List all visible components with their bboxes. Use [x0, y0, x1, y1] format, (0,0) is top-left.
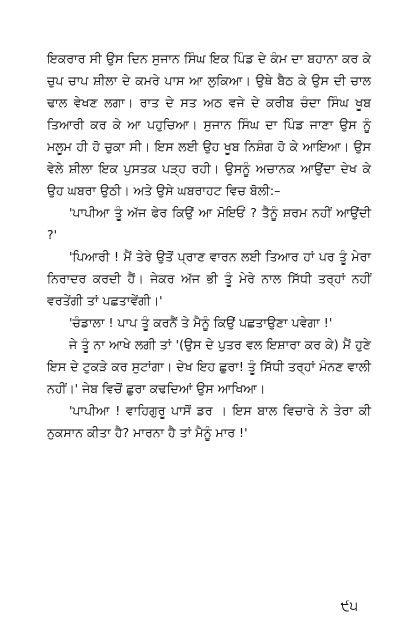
page-number: ੯੫ — [340, 599, 358, 615]
paragraph: ਇਕਰਾਰ ਸੀ ਉਸ ਦਿਨ ਸੁਜਾਨ ਸਿੰਘ ਇਕ ਪਿੰਡ ਦੇ ਕੰਮ ਦਾ ਬਹਾਨਾ ਕਰ ਕੇ ਚੁਪ ਚਾਪ ਸ਼ੀਲਾ ਦੇ ਕਮਰੇ ਪਾਸ ਆ ਲੁਕਿਆ। ਉਥੇ ਬੈਠ ਕੇ ਉਸ ਦੀ ਚਾਲ ਢਾਲ ਵੇਖਣ ਲਗਾ। ਰਾਤ ਦੇ ਸਤ ਅਠ ਵਜੇ ਦੇ ਕਰੀਬ ਚੰਦਾ ਸਿੰਘ ਖੂਬ ਤਿਆਰੀ ਕਰ ਕੇ ਆ ਪਹੁਚਿਆ। ਸੁਜਾਨ ਸਿੰਘ ਦਾ ਪਿੰਡ ਜਾਣਾ ਉਸ ਨੂੰ ਮਲੂਮ ਹੀ ਹੋ ਚੁਕਾ ਸੀ। ਇਸ ਲਈ ਉਹ ਖੂਬ ਨਿਸ਼ੰਗ ਹੋ ਕੇ ਆਇਆ। ਉਸ ਵੇਲੇ ਸ਼ੀਲਾ ਇਕ ਪੁਸਤਕ ਪੜ੍ਹ ਰਹੀ। ਉਸਨੂੰ ਅਚਾਨਕ ਆਉਂਦਾ ਦੇਖ ਕੇ ਉਹ ਘਬਰਾ ਉਠੀ। ਅਤੇ ਉਸੇ ਘਬਰਾਹਟ ਵਿਚ ਬੋਲੀ:– — [47, 51, 371, 198]
paragraph: 'ਪਾਪੀਆ ! ਵਾਹਿਗੁਰੂ ਪਾਸੋਂ ਡਰ । ਇਸ ਬਾਲ ਵਿਚਾਰੇ ਨੇ ਤੇਰਾ ਕੀ ਨੁਕਸਾਨ ਕੀਤਾ ਹੈ? ਮਾਰਨਾ ਹੈ ਤਾਂ ਮੈਨੂੰ ਮਾਰ !' — [47, 403, 371, 440]
paragraph: 'ਚੰਡਾਲਾ ! ਪਾਪ ਤੂੰ ਕਰਨੈਂ ਤੇ ਮੈਨੂੰ ਕਿਉਂ ਪਛਤਾਉਣਾ ਪਵੇਗਾ !' — [69, 315, 333, 330]
paragraph: ਜੇ ਤੂੰ ਨਾ ਆਖੇ ਲਗੀ ਤਾਂ '(ਉਸ ਦੇ ਪੁਤਰ ਵਲ ਇਸ਼ਾਰਾ ਕਰ ਕੇ) ਮੈਂ ਹੁਣੇ ਇਸ ਦੇ ਟੁਕੜੇ ਕਰ ਸੁਟਾਂਗਾ। ਦੇਖ ਇਹ ਛੁਰਾ! ਤੂੰ ਸਿੱਧੀ ਤਰ੍ਹਾਂ ਮੰਨਣ ਵਾਲੀ ਨਹੀਂ।' ਜੇਬ ਵਿਚੋਂ ਛੁਰਾ ਕਢਦਿਆਂ ਉਸ ਆਖਿਆ। — [47, 337, 371, 396]
paragraph: 'ਪਾਪੀਆ ਤੂੰ ਅੱਜ ਫੇਰ ਕਿਉਂ ਆ ਮੋਇਓਂ ? ਤੈਨੂੰ ਸ਼ਰਮ ਨਹੀਂ ਆਉਂਦੀ ?' — [47, 205, 371, 242]
body-text — [47, 48, 371, 444]
paragraph: 'ਪਿਆਰੀ ! ਮੈਂ ਤੇਰੇ ਉਤੋਂ ਪ੍ਰਾਣ ਵਾਰਨ ਲਈ ਤਿਆਰ ਹਾਂ ਪਰ ਤੂੰ ਮੇਰਾ ਨਿਰਾਦਰ ਕਰਦੀ ਹੈਂ। ਜੇਕਰ ਅੱਜ ਭੀ ਤੂੰ ਮੇਰੇ ਨਾਲ ਸਿੱਧੀ ਤਰ੍ਹਾਂ ਨਹੀਂ ਵਰਤੇਂਗੀ ਤਾਂ ਪਛਤਾਵੇਂਗੀ।' — [47, 249, 371, 308]
